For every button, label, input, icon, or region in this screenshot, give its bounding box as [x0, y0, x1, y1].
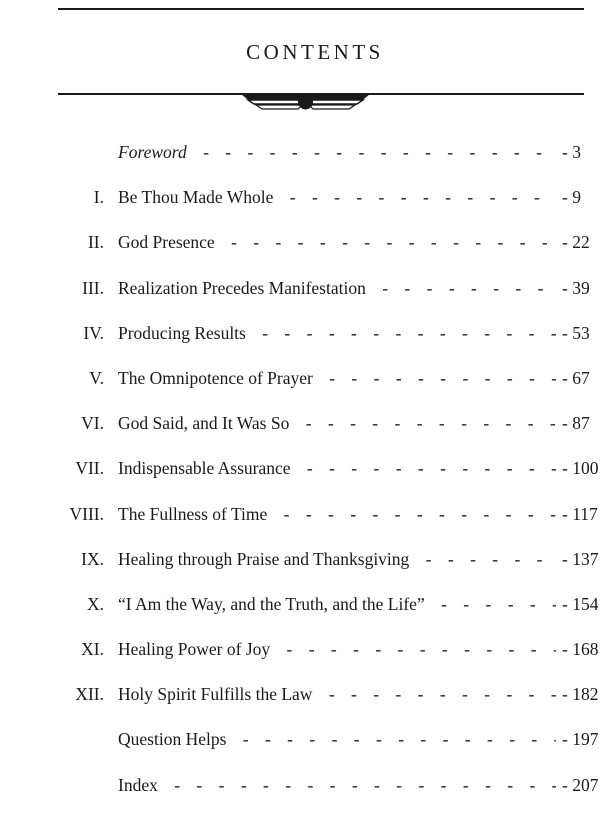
page-title: CONTENTS — [246, 40, 384, 64]
chapter-title: Foreword - - - — [118, 142, 556, 163]
toc-entry[interactable] — [0, 458, 600, 503]
chapter-title: Realization Precedes Manifestation - - - — [118, 278, 556, 299]
chapter-number: XI. — [81, 639, 104, 660]
chapter-number: IV. — [83, 322, 104, 343]
toc-entry[interactable] — [0, 278, 600, 323]
page-number: - 197 — [562, 729, 598, 750]
chapter-number: IX. — [81, 548, 104, 569]
contents-list — [0, 142, 600, 820]
chapter-title: Healing through Praise and Thanksgiving - - - — [118, 549, 556, 570]
page-number: - 67 — [562, 368, 598, 389]
toc-entry[interactable] — [0, 684, 600, 729]
chapter-number: VI. — [81, 413, 104, 434]
chapter-title: God Presence - - - — [118, 232, 556, 253]
toc-entry[interactable] — [0, 142, 600, 187]
toc-entry[interactable] — [0, 187, 600, 232]
chapter-title: Indispensable Assurance - - - — [118, 458, 556, 479]
page-number: - 53 — [562, 323, 598, 344]
top-rule — [58, 8, 584, 10]
toc-entry[interactable] — [0, 775, 600, 820]
chapter-number: VIII. — [69, 503, 104, 524]
chapter-title: Holy Spirit Fulfills the Law - - - — [118, 684, 556, 705]
page-number: - 137 — [562, 549, 598, 570]
chapter-title: The Fullness of Time - - - — [118, 504, 556, 525]
page-number: - 87 — [562, 413, 598, 434]
page-number: - 168 — [562, 639, 598, 660]
chapter-number: I. — [93, 187, 104, 208]
toc-entry[interactable] — [0, 323, 600, 368]
page-number: - 39 — [562, 278, 598, 299]
toc-entry[interactable] — [0, 549, 600, 594]
page-number: - 117 — [562, 504, 598, 525]
chapter-number: X. — [86, 593, 104, 614]
ornament-divider — [58, 88, 584, 112]
chapter-number: III. — [82, 277, 104, 298]
chapter-title: “I Am the Way, and the Truth, and the Life” - - - — [118, 594, 556, 615]
page-number: - 154 — [562, 594, 598, 615]
chapter-number: VII. — [75, 458, 104, 479]
chapter-number: V. — [89, 367, 104, 388]
chapter-title: The Omnipotence of Prayer - - - — [118, 368, 556, 389]
chapter-title: Healing Power of Joy - - - — [118, 639, 556, 660]
page-number: - 100 — [562, 458, 598, 479]
winged-ornament-icon — [243, 95, 368, 109]
chapter-title: Question Helps - - - — [118, 729, 556, 750]
toc-entry[interactable] — [0, 232, 600, 277]
chapter-title: Producing Results - - - — [118, 323, 556, 344]
toc-entry[interactable] — [0, 413, 600, 458]
toc-entry[interactable] — [0, 594, 600, 639]
chapter-number: II. — [87, 232, 104, 253]
toc-entry[interactable] — [0, 504, 600, 549]
page-number: - 22 — [562, 232, 598, 253]
toc-entry[interactable] — [0, 368, 600, 413]
page-number: - 207 — [562, 775, 598, 796]
toc-entry[interactable] — [0, 729, 600, 774]
page-number: - 9 — [562, 187, 598, 208]
page-number: - 182 — [562, 684, 598, 705]
toc-entry[interactable] — [0, 639, 600, 684]
chapter-title: Be Thou Made Whole - - - — [118, 187, 556, 208]
chapter-title: Index - - - — [118, 775, 556, 796]
page-number: - 3 — [562, 142, 598, 163]
chapter-title: God Said, and It Was So - - - — [118, 413, 556, 434]
chapter-number: XII. — [75, 684, 104, 705]
